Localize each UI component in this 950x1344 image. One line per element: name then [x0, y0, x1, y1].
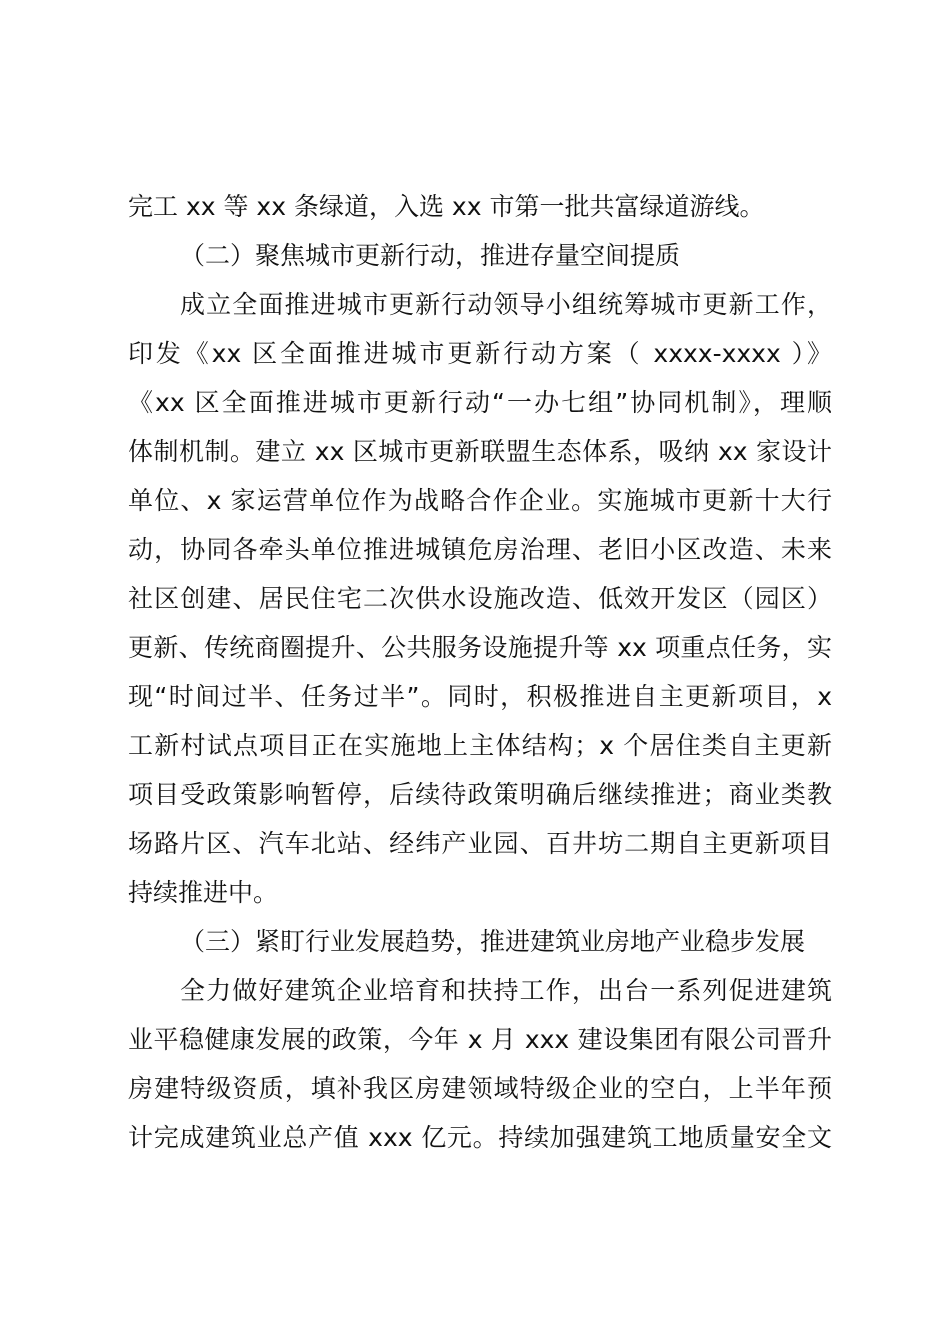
- paragraph-line: 全力做好建筑企业培育和扶持工作，出台一系列促进建筑: [180, 976, 832, 1005]
- section-heading: （二）聚焦城市更新行动，推进存量空间提质: [180, 241, 681, 270]
- paragraph-line: 工新村试点项目正在实施地上主体结构；x 个居住类自主更新: [128, 731, 832, 760]
- paragraph-line: 更新、传统商圈提升、公共服务设施提升等 xx 项重点任务，实: [128, 633, 832, 662]
- paragraph-line: 体制机制。建立 xx 区城市更新联盟生态体系，吸纳 xx 家设计: [128, 437, 832, 466]
- paragraph-line: 项目受政策影响暂停，后续待政策明确后继续推进；商业类教: [128, 780, 832, 809]
- paragraph-line: 印发《xx 区全面推进城市更新行动方案（ xxxx-xxxx ）》: [128, 339, 832, 368]
- paragraph-line: 单位、x 家运营单位作为战略合作企业。实施城市更新十大行: [128, 486, 832, 515]
- document-body: [128, 182, 832, 1162]
- paragraph-line: 社区创建、居民住宅二次供水设施改造、低效开发区（园区）: [128, 584, 832, 613]
- paragraph-line: 现“时间过半、任务过半”。同时，积极推进自主更新项目，x: [128, 682, 832, 711]
- paragraph-line: 计完成建筑业总产值 xxx 亿元。持续加强建筑工地质量安全文: [128, 1123, 832, 1152]
- paragraph-line: 成立全面推进城市更新行动领导小组统筹城市更新工作，: [180, 290, 832, 319]
- paragraph-line: 完工 xx 等 xx 条绿道，入选 xx 市第一批共富绿道游线。: [128, 192, 765, 221]
- paragraph-line: 业平稳健康发展的政策，今年 x 月 xxx 建设集团有限公司晋升: [128, 1025, 832, 1054]
- paragraph-line: 房建特级资质，填补我区房建领域特级企业的空白，上半年预: [128, 1074, 832, 1103]
- paragraph-line: 持续推进中。: [128, 878, 279, 907]
- paragraph-line: 动，协同各牵头单位推进城镇危房治理、老旧小区改造、未来: [128, 535, 832, 564]
- section-heading: （三）紧盯行业发展趋势，推进建筑业房地产业稳步发展: [180, 927, 806, 956]
- paragraph-line: 场路片区、汽车北站、经纬产业园、百井坊二期自主更新项目: [128, 829, 832, 858]
- paragraph-line: 《xx 区全面推进城市更新行动“一办七组”协同机制》，理顺: [128, 388, 832, 417]
